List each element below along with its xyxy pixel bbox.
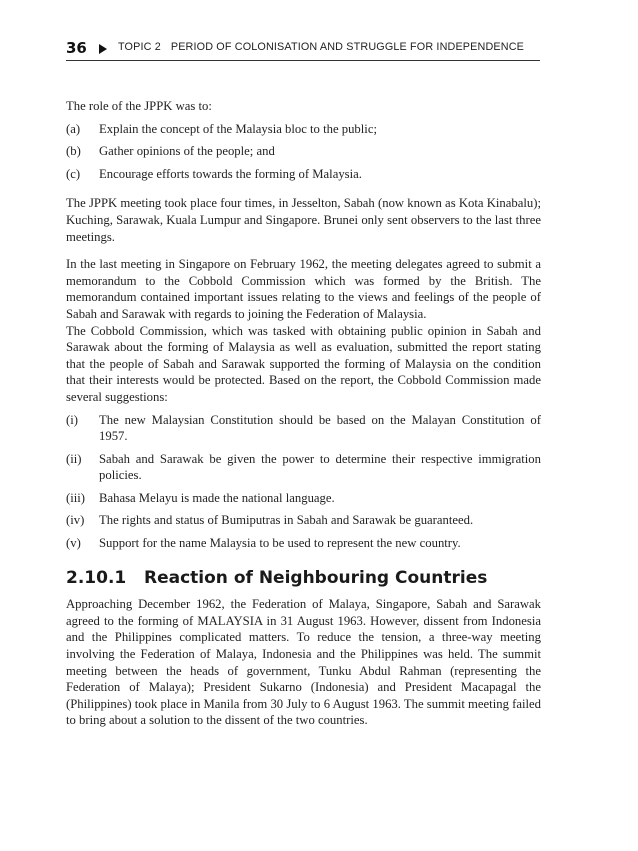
list-item (66, 535, 541, 552)
list-item (66, 490, 541, 507)
section-heading (66, 567, 541, 588)
paragraph-cobbold: The Cobbold Commission, which was tasked with obtaining public opinion in Sabah and Sarawak about the forming of Malaysia as well as evaluation, submitted the report stating that the people of Sabah and Sarawak supported the forming of Malaysia on the condition that their interests would be protected. Based on the report, the Cobbold Commission made several suggestions: (66, 323, 541, 404)
topic-label: TOPIC 2 (118, 41, 161, 53)
topic-title: PERIOD OF COLONISATION AND STRUGGLE FOR INDEPENDENCE (170, 41, 525, 53)
page-body (66, 98, 541, 729)
list-item-label: (c) (66, 166, 81, 181)
list-item-label: (b) (66, 144, 81, 159)
intro-text: The role of the JPPK was to: (66, 99, 212, 113)
list-item-text: The new Malaysian Constitution should be based on the Malayan Constitution of 1957. (99, 412, 541, 444)
running-header (66, 40, 540, 61)
list-item-label: (iii) (66, 490, 86, 505)
suggestions-list (66, 412, 541, 552)
list-item-label: (v) (66, 536, 81, 551)
page-number: 36 (66, 39, 87, 57)
paragraph-reaction: Approaching December 1962, the Federation of Malaya, Singapore, Sabah and Sarawak agreed to the forming of MALAYSIA in 31 August 1963. However, dissent from Indonesia and the Philippines complicated matters. To reduce the tension, a three-way meeting involving the Federation of Malaya, Indonesia and the Philippines was held. The summit meeting between the heads of government, Tunku Abdul Rahman (representing the Federation of Malaya); President Sukarno (Indonesia) and President Macapagal the (Philippines) took place in Manila from 30 July to 6 August 1963. The summit meeting failed to bring about a solution to the dissent of the two countries. (66, 597, 541, 728)
list-item-label: (iv) (66, 513, 85, 528)
list-item-text: Encourage efforts towards the forming of Malaysia. (99, 166, 362, 181)
list-item-label: (a) (66, 121, 81, 136)
play-arrow-icon (99, 44, 107, 54)
list-item-text: Bahasa Melayu is made the national language. (99, 490, 335, 505)
list-item (66, 143, 541, 160)
list-item-text: Sabah and Sarawak be given the power to determine their respective immigration policies. (99, 451, 541, 483)
list-item (66, 412, 541, 445)
paragraph-memorandum: In the last meeting in Singapore on February 1962, the meeting delegates agreed to submit a memorandum to the Cobbold Commission which was formed by the British. The memorandum contained important issues relating to the views and feelings of the people of Sabah and Sarawak with regards to joining the Federation of Malaysia. (66, 257, 541, 321)
list-item (66, 451, 541, 484)
list-item-text: Gather opinions of the people; and (99, 144, 275, 159)
list-item (66, 166, 541, 183)
list-item-text: The rights and status of Bumiputras in Sabah and Sarawak be guaranteed. (99, 513, 474, 528)
list-item (66, 512, 541, 529)
list-item-text: Explain the concept of the Malaysia bloc to the public; (99, 121, 377, 136)
list-item (66, 121, 541, 138)
section-number: 2.10.1 (66, 567, 127, 588)
list-item-label: (ii) (66, 451, 82, 466)
section-title: Reaction of Neighbouring Countries (144, 567, 488, 588)
roles-list (66, 121, 541, 183)
paragraph-meetings: The JPPK meeting took place four times, in Jesselton, Sabah (now known as Kota Kinabalu); Kuching, Sarawak, Kuala Lumpur and Singapore. Brunei only sent observers to the last three meetings. (66, 196, 541, 244)
running-title (118, 41, 524, 53)
list-item-text: Support for the name Malaysia to be used to represent the new country. (99, 536, 461, 551)
list-item-label: (i) (66, 412, 78, 427)
